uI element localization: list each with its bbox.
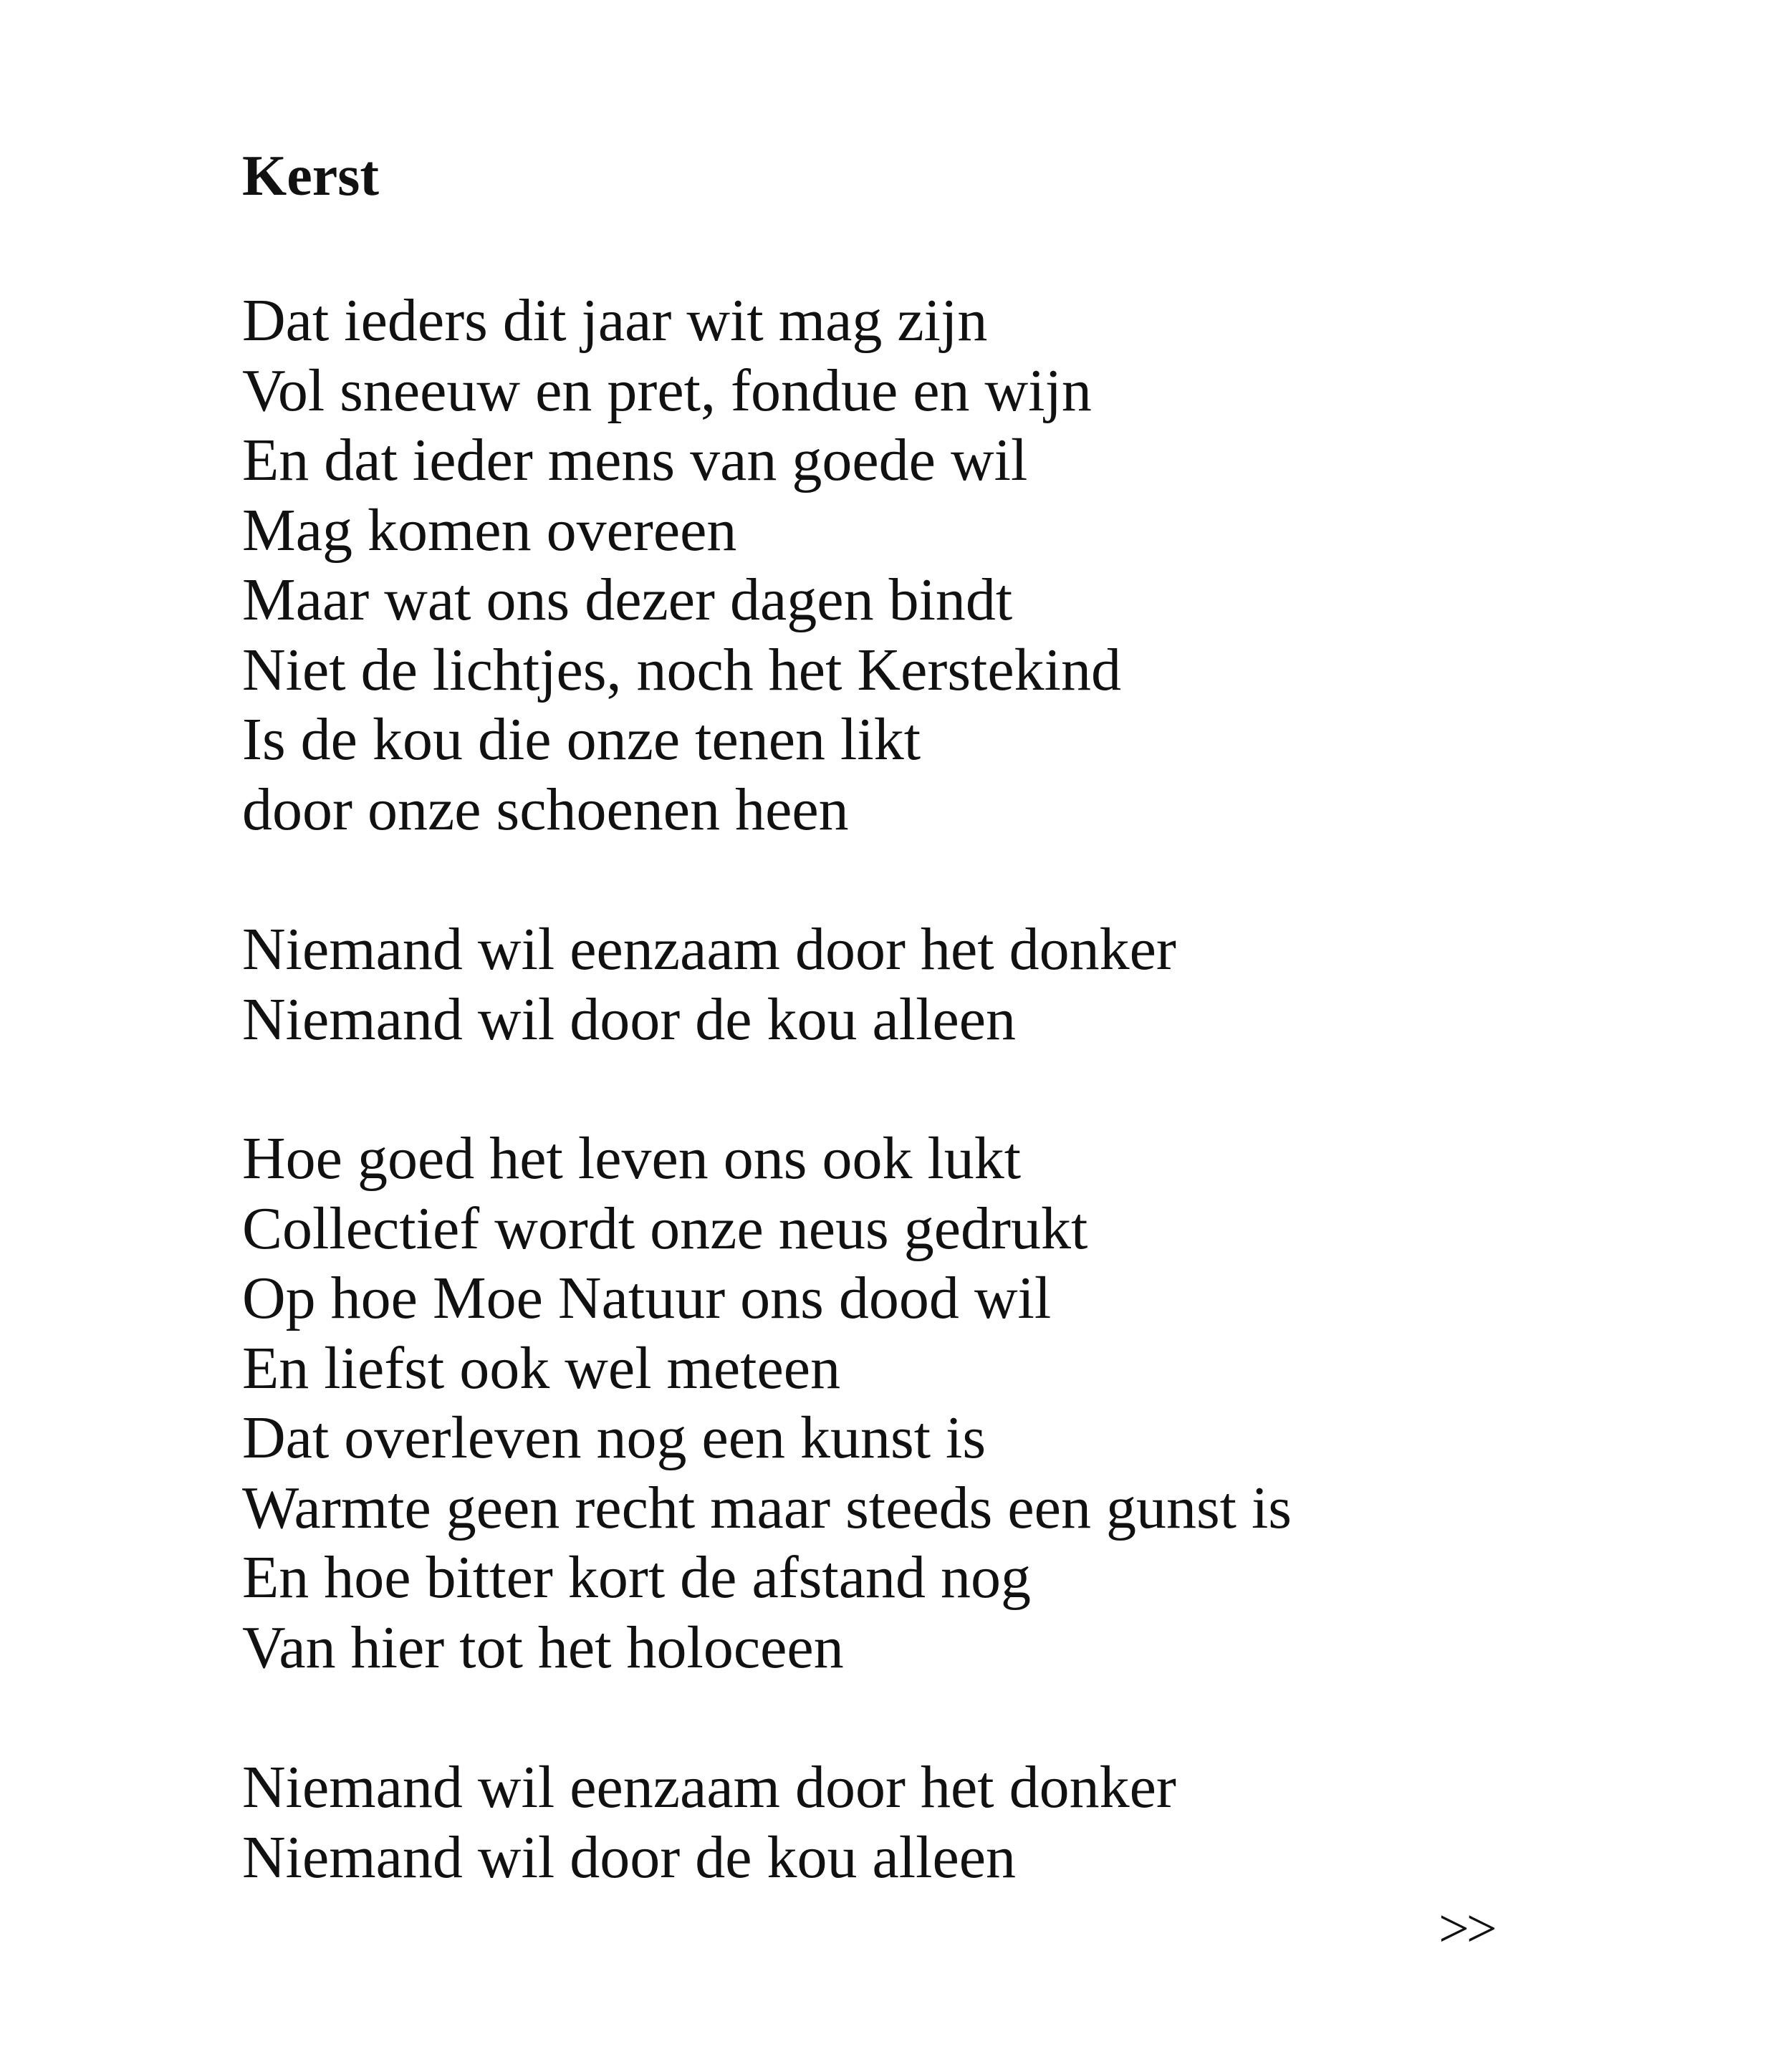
poem-line: Van hier tot het holoceen: [242, 1614, 844, 1681]
poem-line: Hoe goed het leven ons ook lukt: [242, 1125, 1022, 1192]
poem-line: Vol sneeuw en pret, fondue en wijn: [242, 357, 1092, 424]
poem-line: Niemand wil door de kou alleen: [242, 1823, 1017, 1891]
poem-line: Collectief wordt onze neus gedrukt: [242, 1195, 1088, 1262]
poem-line: En hoe bitter kort de afstand nog: [242, 1544, 1032, 1611]
next-page-indicator[interactable]: >>: [1439, 1899, 1494, 1959]
poem-line: Is de kou die onze tenen likt: [242, 706, 921, 773]
poem-line: Niet de lichtjes, noch het Kerstekind: [242, 636, 1121, 703]
poem-line: door onze schoenen heen: [242, 776, 849, 843]
stanza-2-refrain: [242, 915, 1176, 1054]
poem-line: Mag komen overeen: [242, 496, 737, 564]
poem-line: Dat ieders dit jaar wit mag zijn: [242, 287, 988, 354]
poem-line: Warmte geen recht maar steeds een gunst is: [242, 1474, 1292, 1541]
stanza-4-refrain: [242, 1753, 1176, 1892]
stanza-3: [242, 1124, 1292, 1682]
poem-line: Niemand wil eenzaam door het donker: [242, 916, 1176, 983]
poem-title: Kerst: [242, 145, 380, 208]
poem-line: En liefst ook wel meteen: [242, 1334, 841, 1402]
stanza-1: [242, 286, 1121, 844]
poem-line: Niemand wil door de kou alleen: [242, 986, 1017, 1053]
poem-line: Maar wat ons dezer dagen bindt: [242, 567, 1013, 633]
poem-line: Dat overleven nog een kunst is: [242, 1404, 986, 1471]
poem-line: En dat ieder mens van goede wil: [242, 427, 1028, 493]
poem-line: Op hoe Moe Natuur ons dood wil: [242, 1265, 1052, 1331]
poem-line: Niemand wil eenzaam door het donker: [242, 1754, 1176, 1821]
